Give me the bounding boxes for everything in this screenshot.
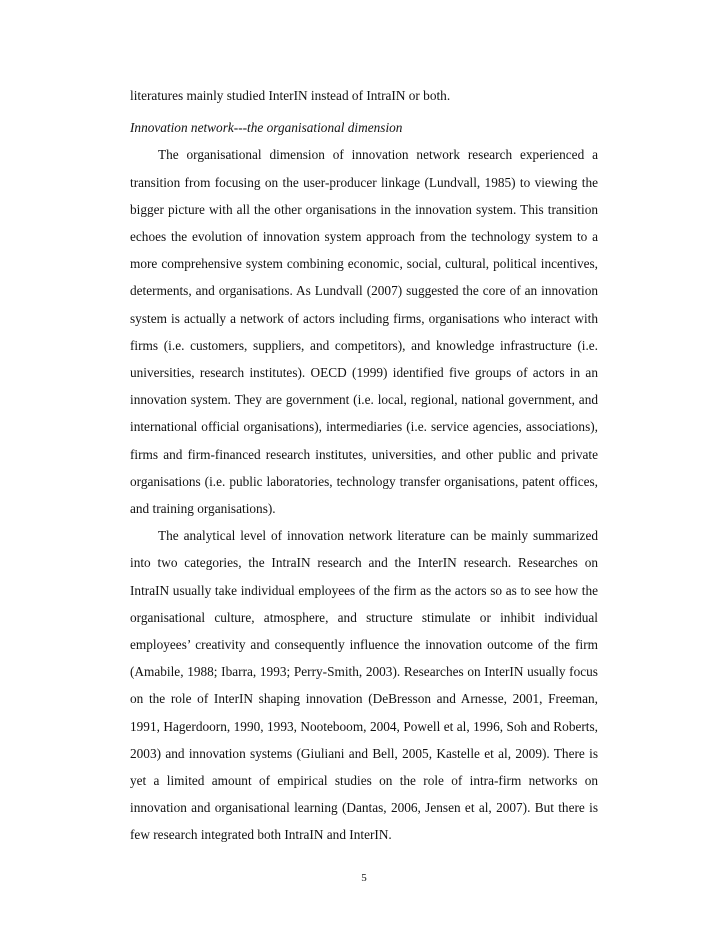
section-heading: Innovation network---the organisational dimension — [130, 120, 403, 136]
document-body — [130, 82, 598, 849]
page-number: 5 — [361, 872, 367, 884]
paragraph-organisational-dimension: The organisational dimension of innovation network research experienced a transition from focusing on the user-producer linkage (Lundvall, 1985) to viewing the bigger picture with all the other organisations in the innovation system. This transition echoes the evolution of innovation system approach from the technology system to a more comprehensive system combining economic, social, cultural, political incentives, determents, and organisations. As Lundvall (2007) suggested the core of an innovation system is actually a network of actors including firms, organisations who interact with firms (i.e. customers, suppliers, and competitors), and knowledge infrastructure (i.e. universities, research institutes). OECD (1999) identified five groups of actors in an innovation system. They are government (i.e. local, regional, national government, and international official organisations), intermediaries (i.e. service agencies, associations), firms and firm-financed research institutes, universities, and other public and private organisations (i.e. public laboratories, technology transfer organisations, patent offices, and training organisations). — [130, 147, 598, 517]
intro-line: literatures mainly studied InterIN instead of IntraIN or both. — [130, 88, 451, 103]
paragraph-analytical-level: The analytical level of innovation network literature can be mainly summarized into two categories, the IntraIN research and the InterIN research. Researches on IntraIN usually take individual employees of the firm as the actors so as to see how the organisational culture, atmosphere, and structure stimulate or inhibit individual employees’ creativity and consequently influence the innovation outcome of the firm (Amabile, 1988; Ibarra, 1993; Perry-Smith, 2003). Researches on InterIN usually focus on the role of InterIN shaping innovation (DeBresson and Arnesse, 2001, Freeman, 1991, Hagerdoorn, 1990, 1993, Nooteboom, 2004, Powell et al, 1996, Soh and Roberts, 2003) and innovation systems (Giuliani and Bell, 2005, Kastelle et al, 2009). There is yet a limited amount of empirical studies on the role of intra-firm networks on innovation and organisational learning (Dantas, 2006, Jensen et al, 2007). But there is few research integrated both IntraIN and InterIN. — [130, 528, 598, 843]
